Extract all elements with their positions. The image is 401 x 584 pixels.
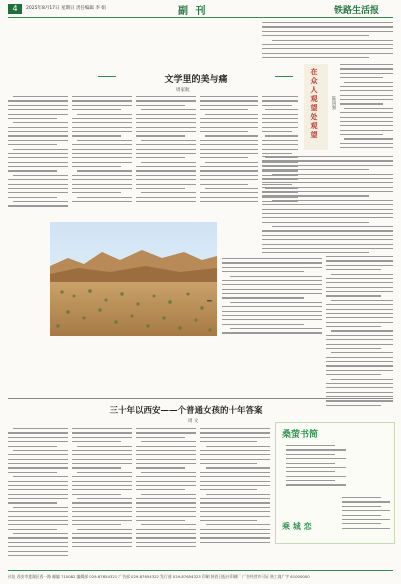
poem-lines-1	[286, 445, 346, 493]
right-column-text-top	[262, 22, 393, 62]
article2-author: 周 文	[188, 419, 199, 424]
sidebar-title: 在众人观望处观望	[310, 68, 319, 140]
right-column-text-lower	[262, 156, 393, 256]
article1-column-1	[8, 96, 68, 216]
landscape-photo	[50, 222, 217, 336]
article2-column-2	[72, 428, 132, 568]
poem-lines-2	[342, 497, 390, 541]
article2-title: 三十年以西安——个普通女孩的十年答案	[109, 406, 263, 416]
article2-column-4	[200, 428, 270, 568]
sidebar-author: 陈国强	[331, 96, 336, 110]
article1-column-2	[72, 96, 132, 216]
middle-column-text	[222, 258, 322, 338]
footer-info: 社址 西安市莲湖区西一路 邮编 710082 编辑部 029-87654321 广告部 029-87654322 发行部 029-87654323 印刷 陕西日报社印刷厂 广告经营许可证 陕工商广字 61000000	[8, 574, 310, 579]
page-number: 4	[8, 4, 22, 14]
section-divider	[8, 398, 393, 399]
poem-box	[275, 422, 395, 544]
newspaper-brand: 铁路生活报	[334, 6, 380, 16]
article-title: 文学里的美与痛	[164, 75, 228, 85]
poem-title: 桑萤书简	[282, 430, 319, 440]
right-column-text-bottom	[326, 256, 393, 416]
right-column-text-mid	[340, 64, 393, 154]
article-author: 周家航	[176, 88, 190, 93]
article1-column-3	[136, 96, 196, 216]
title-decoration-left	[98, 76, 116, 77]
article2-column-1	[8, 428, 68, 568]
header-rule	[8, 17, 393, 18]
section-title: 副 刊	[178, 6, 208, 17]
poem-second-title: 乘 城 恋	[282, 521, 312, 531]
photo-caption-mark: ▌	[207, 300, 212, 304]
date-line: 2025年8月17日 星期日 责任编辑 李 娟	[26, 6, 106, 11]
desert-landscape-image	[50, 222, 217, 336]
footer-rule	[8, 570, 393, 571]
article1-column-4	[200, 96, 258, 216]
title-decoration-right	[275, 76, 293, 77]
sidebar-title-box	[304, 64, 328, 150]
article2-column-3	[136, 428, 196, 568]
